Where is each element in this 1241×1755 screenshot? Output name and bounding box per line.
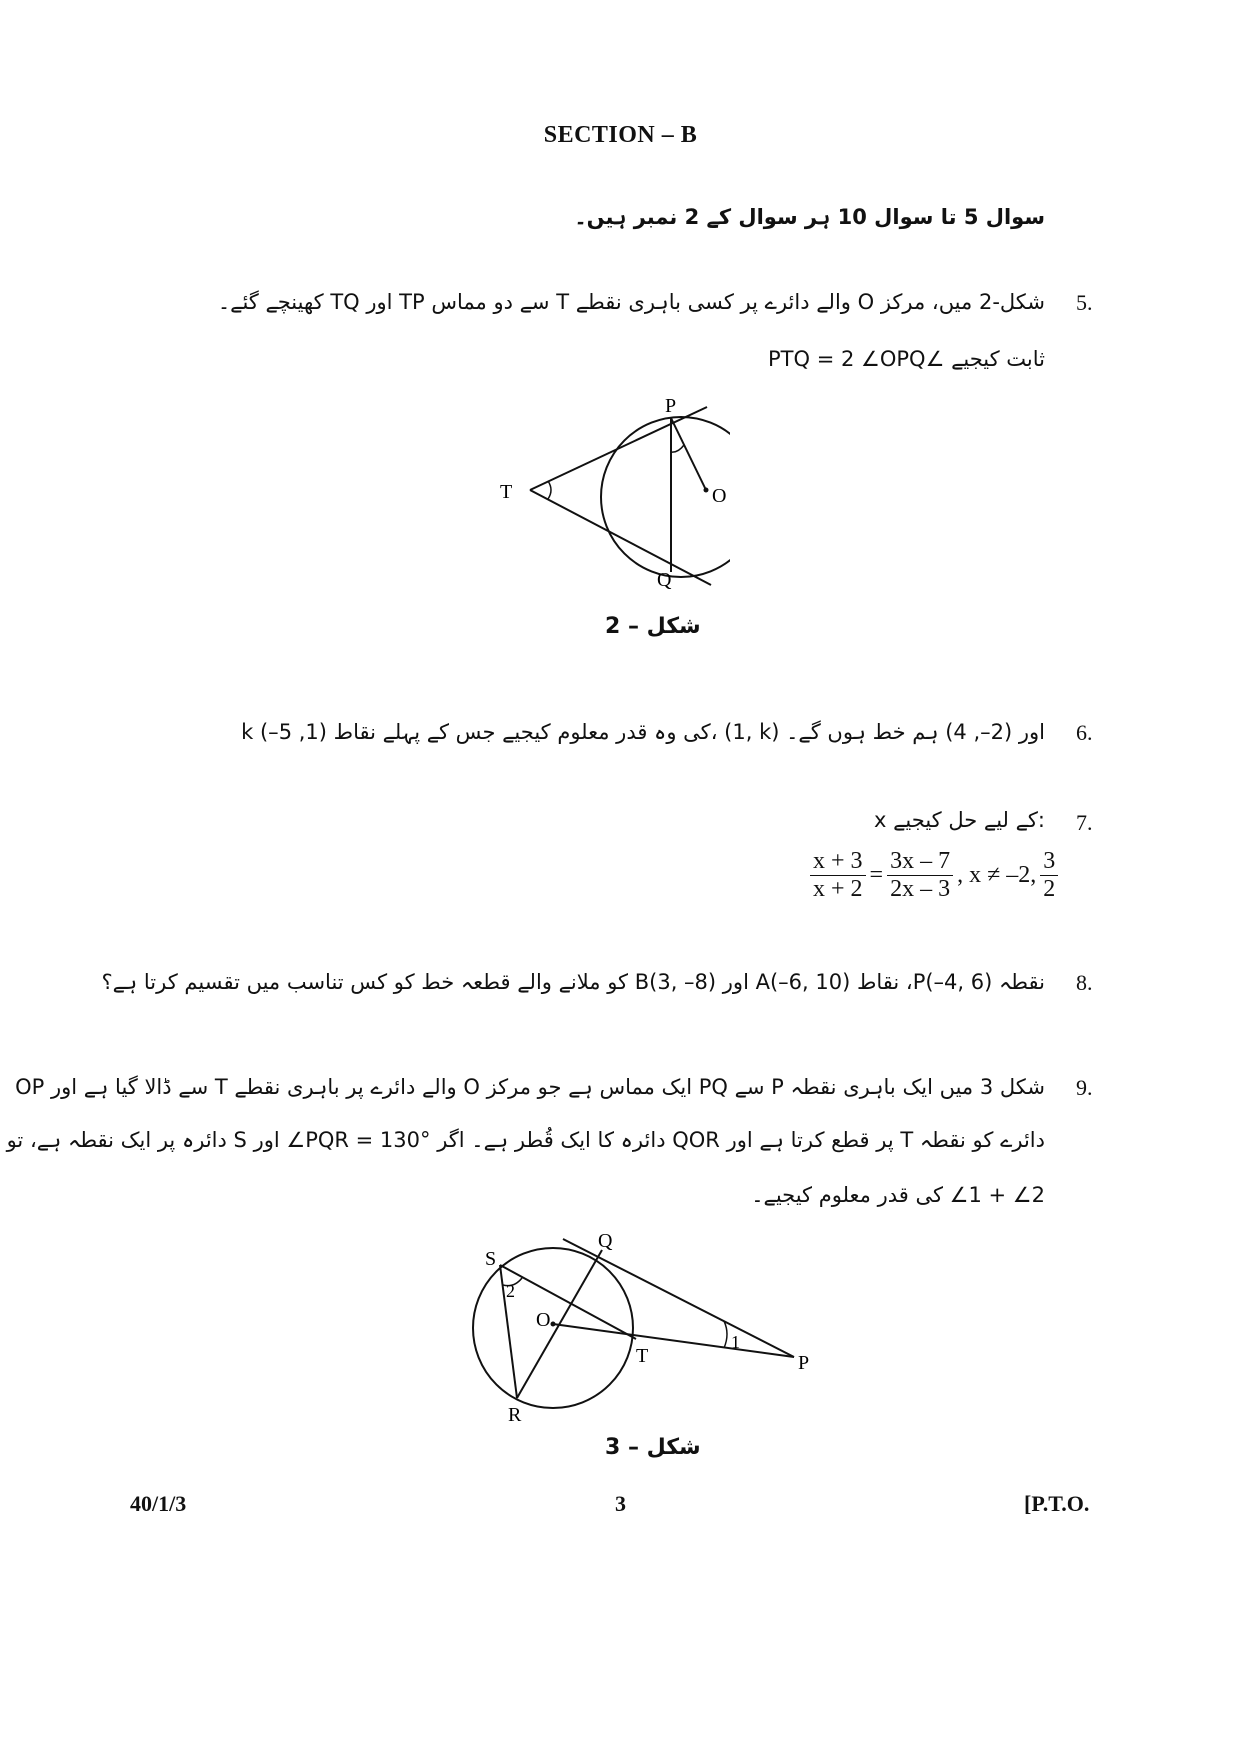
fig3-center-point bbox=[551, 1322, 556, 1327]
fig2-label-t: T bbox=[500, 481, 513, 503]
fig2-label-p: P bbox=[665, 395, 677, 417]
q9-number: 9. bbox=[1076, 1075, 1093, 1100]
q7-lhs-fraction bbox=[810, 848, 866, 903]
fig2-radius-op bbox=[671, 418, 706, 490]
q7-rhs-denominator: 2x – 3 bbox=[890, 876, 951, 902]
fig3-label-r: R bbox=[508, 1404, 522, 1426]
q7-condition-denominator: 2 bbox=[1043, 876, 1056, 902]
q7-condition: , x ≠ –2, bbox=[957, 862, 1037, 888]
footer-pto: [P.T.O. bbox=[1024, 1491, 1090, 1516]
q5-number: 5. bbox=[1076, 290, 1093, 315]
q8-number: 8. bbox=[1076, 970, 1093, 995]
q7-number: 7. bbox=[1076, 810, 1093, 835]
q5-text-line2: ثابت کیجیے ∠PTQ = 2 ∠OPQ bbox=[768, 347, 1045, 371]
fig2-label-q: Q bbox=[657, 569, 672, 591]
fig3-label-q: Q bbox=[598, 1230, 613, 1252]
q9-text-line2: دائرے کو نقطہ T پر قطع کرتا ہے اور QOR دائرہ کا ایک قُطر ہے۔ اگر PQR = 130°∠ اور S دائرہ پر ایک نقطہ ہے، تو bbox=[6, 1128, 1045, 1152]
q7-condition-fraction bbox=[1040, 848, 1058, 903]
fig2-tangent-tq bbox=[530, 490, 711, 585]
q9-text-line1: شکل 3 میں ایک باہری نقطہ P سے PQ ایک مماس ہے جو مرکز O والے دائرے پر باہری نقطے T سے ڈالا گیا ہے اور OP bbox=[15, 1075, 1045, 1099]
fig3-caption: شکل – 3 bbox=[605, 1435, 701, 1460]
fig3-angle-2-label: 2 bbox=[506, 1281, 515, 1301]
fig2-angle-t bbox=[548, 481, 551, 499]
fig2-label-o: O bbox=[712, 485, 727, 507]
q6-number: 6. bbox=[1076, 720, 1093, 745]
fig2-circle bbox=[601, 417, 730, 577]
fig3-chord-st bbox=[500, 1265, 636, 1339]
figure-2 bbox=[490, 395, 730, 605]
fig3-label-t: T bbox=[636, 1345, 649, 1367]
fig2-caption: شکل – 2 bbox=[605, 614, 701, 639]
q7-lhs-numerator: x + 3 bbox=[810, 848, 866, 876]
q7-prompt: x کے لیے حل کیجیے: bbox=[874, 808, 1045, 832]
footer-paper-code: 40/1/3 bbox=[130, 1491, 187, 1516]
fig3-label-p: P bbox=[798, 1352, 810, 1374]
q7-rhs-numerator: 3x – 7 bbox=[887, 848, 953, 876]
q7-condition-numerator: 3 bbox=[1040, 848, 1058, 876]
footer-page-number: 3 bbox=[615, 1491, 626, 1516]
fig3-label-o: O bbox=[536, 1309, 551, 1331]
fig3-circle bbox=[473, 1248, 633, 1408]
q5-text-line1: شکل-2 میں، مرکز O والے دائرے پر کسی باہری نقطے T سے دو مماس TP اور TQ کھینچے گئے۔ bbox=[217, 290, 1045, 314]
section-title: SECTION – B bbox=[543, 122, 698, 148]
fig2-angle-p bbox=[671, 445, 684, 452]
q7-equation bbox=[810, 848, 1058, 903]
fig3-angle-1-label: 1 bbox=[731, 1332, 740, 1352]
fig2-center-point bbox=[704, 488, 709, 493]
fig3-angle-1-arc bbox=[724, 1321, 727, 1348]
q8-text: نقطہ P(–4, 6)، نقاط A(–6, 10) اور B(3, –8) کو ملانے والے قطعہ خط کو کس تناسب میں تقسیم کرتا ہے؟ bbox=[101, 970, 1045, 994]
q9-text-line3: 2∠ + 1∠ کی قدر معلوم کیجیے۔ bbox=[751, 1183, 1045, 1207]
q6-text: k کی وہ قدر معلوم کیجیے جس کے پہلے نقاط (1, 5–)، (1, k) اور (2–, 4) ہم خط ہوں گے۔ bbox=[241, 720, 1045, 744]
q7-lhs-denominator: x + 2 bbox=[813, 876, 863, 902]
q7-rhs-fraction bbox=[887, 848, 953, 903]
fig3-line-op bbox=[553, 1324, 794, 1357]
fig3-label-s: S bbox=[485, 1248, 497, 1270]
section-instructions: سوال 5 تا سوال 10 ہر سوال کے 2 نمبر ہیں۔ bbox=[574, 205, 1045, 229]
q7-equals: = bbox=[869, 862, 884, 888]
figure-3 bbox=[460, 1225, 830, 1430]
